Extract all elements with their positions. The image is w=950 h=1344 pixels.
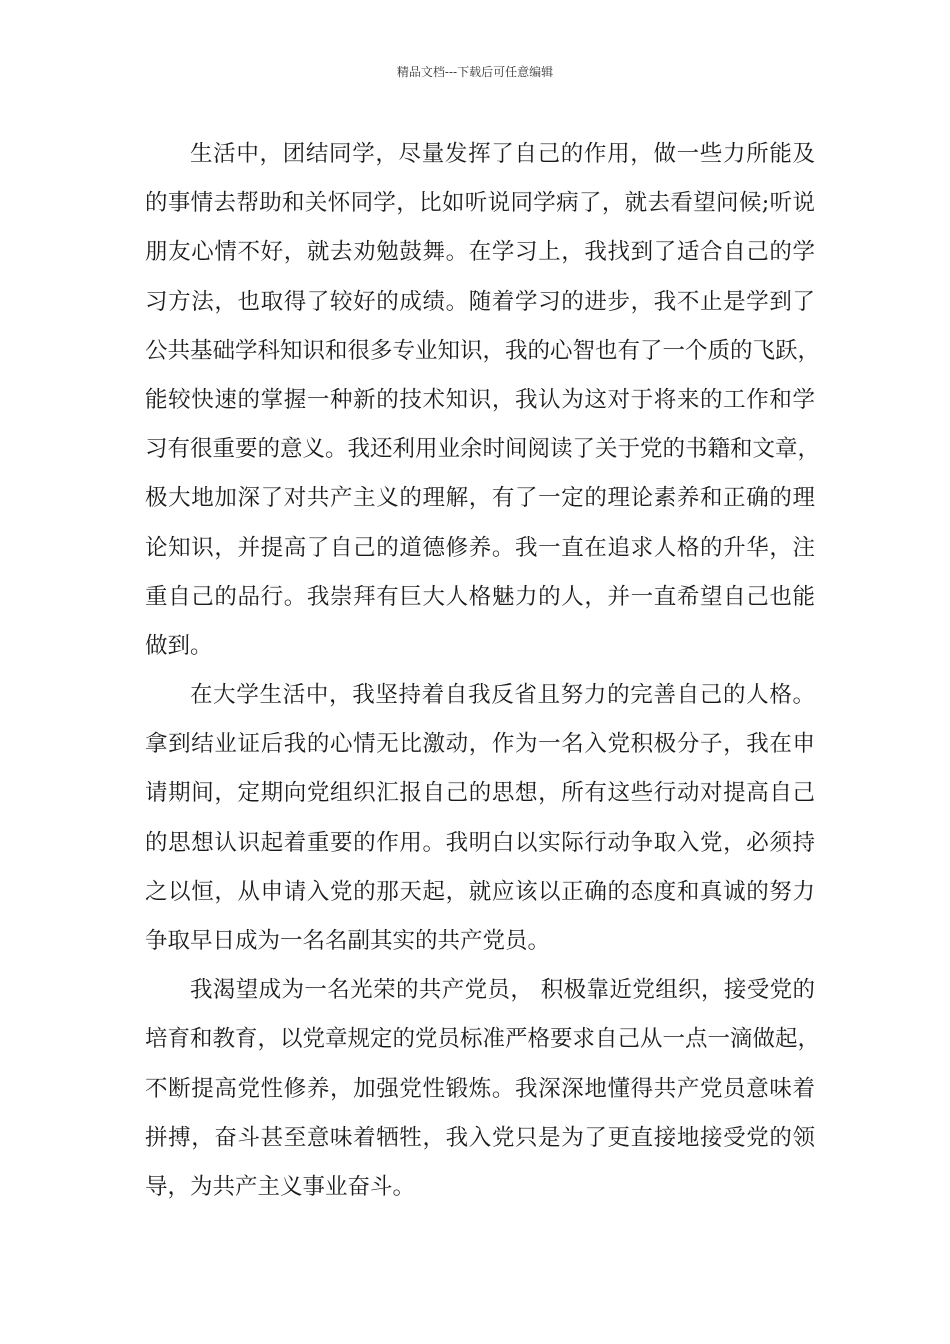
paragraph-line: 请期间，定期向党组织汇报自己的思想，所有这些行动对提高自己 — [145, 780, 815, 807]
paragraph-2 — [145, 671, 815, 966]
paragraph-line: 之以恒，从申请入党的那天起，就应该以正确的态度和真诚的努力 — [145, 878, 815, 905]
paragraph-line: 不断提高党性修养，加强党性锻炼。我深深地懂得共产党员意味着 — [145, 1075, 815, 1102]
paragraph-line: 公共基础学科知识和很多专业知识，我的心智也有了一个质的飞跃， — [145, 337, 821, 364]
page-header: 精品文档---下载后可任意编辑 — [396, 65, 554, 79]
paragraph-1 — [145, 130, 821, 671]
paragraph-line: 的事情去帮助和关怀同学，比如听说同学病了，就去看望问候;听说 — [145, 190, 815, 217]
paragraph-line: 拼搏，奋斗甚至意味着牺牲，我入党只是为了更直接地接受党的领 — [145, 1124, 815, 1151]
paragraph-line: 的思想认识起着重要的作用。我明白以实际行动争取入党，必须持 — [145, 829, 815, 856]
paragraph-line: 做到。 — [145, 632, 213, 659]
paragraph-line: 生活中，团结同学，尽量发挥了自己的作用，做一些力所能及 — [190, 141, 815, 167]
paragraph-3 — [145, 966, 821, 1212]
paragraph-line: 朋友心情不好，就去劝勉鼓舞。在学习上，我找到了适合自己的学 — [145, 239, 815, 266]
paragraph-line: 习方法，也取得了较好的成绩。随着学习的进步，我不止是学到了 — [145, 288, 815, 315]
paragraph-line: 能较快速的掌握一种新的技术知识，我认为这对于将来的工作和学 — [145, 386, 815, 413]
paragraph-line: 重自己的品行。我崇拜有巨大人格魅力的人，并一直希望自己也能 — [145, 583, 815, 610]
paragraph-line: 导，为共产主义事业奋斗。 — [145, 1173, 416, 1200]
document-body — [145, 130, 821, 1212]
paragraph-line: 极大地加深了对共产主义的理解，有了一定的理论素养和正确的理 — [145, 485, 815, 512]
paragraph-line: 论知识，并提高了自己的道德修养。我一直在追求人格的升华，注 — [145, 534, 815, 561]
paragraph-line: 争取早日成为一名名副其实的共产党员。 — [145, 928, 551, 954]
paragraph-line: 习有很重要的意义。我还利用业余时间阅读了关于党的书籍和文章， — [145, 436, 821, 463]
paragraph-line: 在大学生活中，我坚持着自我反省且努力的完善自己的人格。 — [190, 682, 815, 709]
paragraph-line: 我渴望成为一名光荣的共产党员， 积极靠近党组织，接受党的 — [190, 977, 815, 1004]
paragraph-line: 培育和教育，以党章规定的党员标准严格要求自己从一点一滴做起， — [145, 1026, 821, 1053]
paragraph-line: 拿到结业证后我的心情无比激动，作为一名入党积极分子，我在申 — [145, 731, 815, 758]
